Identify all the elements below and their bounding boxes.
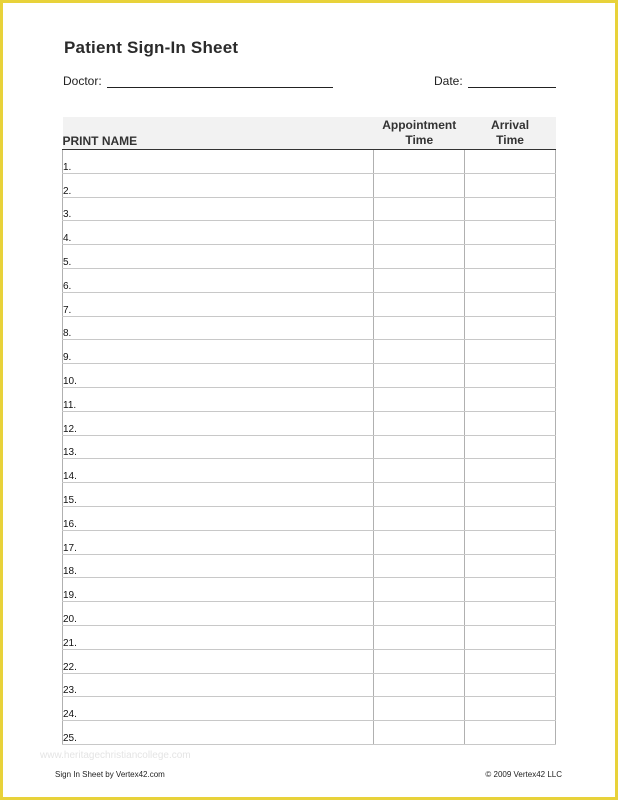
appointment-time-cell[interactable] bbox=[374, 173, 465, 197]
table-row bbox=[63, 387, 556, 411]
appointment-time-cell[interactable] bbox=[374, 602, 465, 626]
appointment-time-cell[interactable] bbox=[374, 411, 465, 435]
table-row bbox=[63, 268, 556, 292]
arrival-time-cell[interactable] bbox=[465, 625, 556, 649]
arrival-time-cell[interactable] bbox=[465, 649, 556, 673]
print-name-cell[interactable]: 3. bbox=[63, 197, 374, 221]
appointment-time-cell[interactable] bbox=[374, 340, 465, 364]
arrival-time-cell[interactable] bbox=[465, 483, 556, 507]
arrival-time-cell[interactable] bbox=[465, 173, 556, 197]
page-title: Patient Sign-In Sheet bbox=[64, 38, 239, 57]
appointment-time-header bbox=[374, 117, 465, 150]
appointment-time-cell[interactable] bbox=[374, 459, 465, 483]
arrival-time-cell[interactable] bbox=[465, 387, 556, 411]
date-field bbox=[434, 74, 556, 88]
table-row bbox=[63, 697, 556, 721]
arrival-time-cell[interactable] bbox=[465, 245, 556, 269]
print-name-cell[interactable]: 4. bbox=[63, 221, 374, 245]
print-name-cell[interactable]: 5. bbox=[63, 245, 374, 269]
table-row bbox=[63, 340, 556, 364]
print-name-cell[interactable]: 10. bbox=[63, 364, 374, 388]
table-row bbox=[63, 578, 556, 602]
table-row bbox=[63, 411, 556, 435]
appointment-time-cell[interactable] bbox=[374, 554, 465, 578]
table-row bbox=[63, 221, 556, 245]
appointment-time-cell[interactable] bbox=[374, 292, 465, 316]
print-name-cell[interactable]: 11. bbox=[63, 387, 374, 411]
arrival-time-cell[interactable] bbox=[465, 197, 556, 221]
date-line[interactable] bbox=[468, 75, 556, 88]
table-header-row bbox=[63, 117, 556, 150]
table-row bbox=[63, 173, 556, 197]
print-name-cell[interactable]: 16. bbox=[63, 506, 374, 530]
date-label: Date: bbox=[434, 74, 463, 88]
appointment-time-cell[interactable] bbox=[374, 364, 465, 388]
print-name-cell[interactable]: 18. bbox=[63, 554, 374, 578]
print-name-header: PRINT NAME bbox=[63, 117, 374, 150]
print-name-cell[interactable]: 21. bbox=[63, 625, 374, 649]
arrival-time-cell[interactable] bbox=[465, 221, 556, 245]
print-name-cell[interactable]: 15. bbox=[63, 483, 374, 507]
table-row bbox=[63, 197, 556, 221]
table-row bbox=[63, 245, 556, 269]
print-name-cell[interactable]: 24. bbox=[63, 697, 374, 721]
print-name-cell[interactable]: 1. bbox=[63, 150, 374, 174]
arrival-time-cell[interactable] bbox=[465, 292, 556, 316]
print-name-cell[interactable]: 6. bbox=[63, 268, 374, 292]
appointment-time-cell[interactable] bbox=[374, 530, 465, 554]
appointment-time-cell[interactable] bbox=[374, 649, 465, 673]
table-row bbox=[63, 364, 556, 388]
appointment-time-cell[interactable] bbox=[374, 197, 465, 221]
arrival-header-line2: Time bbox=[496, 133, 524, 147]
table-row bbox=[63, 649, 556, 673]
appointment-header-line1: Appointment bbox=[382, 118, 457, 132]
appointment-time-cell[interactable] bbox=[374, 506, 465, 530]
doctor-field bbox=[63, 74, 333, 88]
arrival-time-cell[interactable] bbox=[465, 673, 556, 697]
arrival-time-cell[interactable] bbox=[465, 578, 556, 602]
arrival-time-cell[interactable] bbox=[465, 316, 556, 340]
sign-in-table bbox=[62, 117, 556, 745]
print-name-cell[interactable]: 23. bbox=[63, 673, 374, 697]
table-row bbox=[63, 459, 556, 483]
table-row bbox=[63, 721, 556, 745]
print-name-cell[interactable]: 12. bbox=[63, 411, 374, 435]
appointment-time-cell[interactable] bbox=[374, 316, 465, 340]
table-row bbox=[63, 554, 556, 578]
appointment-time-cell[interactable] bbox=[374, 150, 465, 174]
table-row bbox=[63, 625, 556, 649]
arrival-time-cell[interactable] bbox=[465, 530, 556, 554]
arrival-time-cell[interactable] bbox=[465, 506, 556, 530]
arrival-time-header bbox=[465, 117, 556, 150]
arrival-time-cell[interactable] bbox=[465, 554, 556, 578]
appointment-time-cell[interactable] bbox=[374, 673, 465, 697]
appointment-time-cell[interactable] bbox=[374, 221, 465, 245]
footer-right: © 2009 Vertex42 LLC bbox=[485, 770, 562, 779]
print-name-cell[interactable]: 2. bbox=[63, 173, 374, 197]
appointment-time-cell[interactable] bbox=[374, 697, 465, 721]
table-row bbox=[63, 435, 556, 459]
arrival-time-cell[interactable] bbox=[465, 340, 556, 364]
table-body bbox=[63, 150, 556, 745]
print-name-cell[interactable]: 17. bbox=[63, 530, 374, 554]
print-name-cell[interactable]: 20. bbox=[63, 602, 374, 626]
doctor-label: Doctor: bbox=[63, 74, 102, 88]
appointment-time-cell[interactable] bbox=[374, 245, 465, 269]
table-row bbox=[63, 316, 556, 340]
table-row bbox=[63, 602, 556, 626]
print-name-cell[interactable]: 22. bbox=[63, 649, 374, 673]
table-row bbox=[63, 292, 556, 316]
table-row bbox=[63, 483, 556, 507]
appointment-time-cell[interactable] bbox=[374, 435, 465, 459]
appointment-time-cell[interactable] bbox=[374, 578, 465, 602]
arrival-time-cell[interactable] bbox=[465, 602, 556, 626]
arrival-time-cell[interactable] bbox=[465, 150, 556, 174]
appointment-time-cell[interactable] bbox=[374, 625, 465, 649]
print-name-cell[interactable]: 9. bbox=[63, 340, 374, 364]
print-name-cell[interactable]: 8. bbox=[63, 316, 374, 340]
appointment-time-cell[interactable] bbox=[374, 721, 465, 745]
table-row bbox=[63, 506, 556, 530]
table-row bbox=[63, 150, 556, 174]
arrival-header-line1: Arrival bbox=[491, 118, 530, 132]
watermark: www.heritagechristiancollege.com bbox=[40, 750, 191, 761]
appointment-header-line2: Time bbox=[405, 133, 434, 147]
print-name-cell[interactable]: 13. bbox=[63, 435, 374, 459]
print-name-cell[interactable]: 14. bbox=[63, 459, 374, 483]
print-name-cell[interactable]: 25. bbox=[63, 721, 374, 745]
table-row bbox=[63, 530, 556, 554]
arrival-time-cell[interactable] bbox=[465, 721, 556, 745]
appointment-time-cell[interactable] bbox=[374, 268, 465, 292]
print-name-cell[interactable]: 7. bbox=[63, 292, 374, 316]
appointment-time-cell[interactable] bbox=[374, 483, 465, 507]
footer-left: Sign In Sheet by Vertex42.com bbox=[55, 770, 165, 779]
arrival-time-cell[interactable] bbox=[465, 268, 556, 292]
arrival-time-cell[interactable] bbox=[465, 435, 556, 459]
arrival-time-cell[interactable] bbox=[465, 411, 556, 435]
arrival-time-cell[interactable] bbox=[465, 697, 556, 721]
table-row bbox=[63, 673, 556, 697]
doctor-line[interactable] bbox=[107, 75, 333, 88]
arrival-time-cell[interactable] bbox=[465, 364, 556, 388]
appointment-time-cell[interactable] bbox=[374, 387, 465, 411]
print-name-cell[interactable]: 19. bbox=[63, 578, 374, 602]
arrival-time-cell[interactable] bbox=[465, 459, 556, 483]
